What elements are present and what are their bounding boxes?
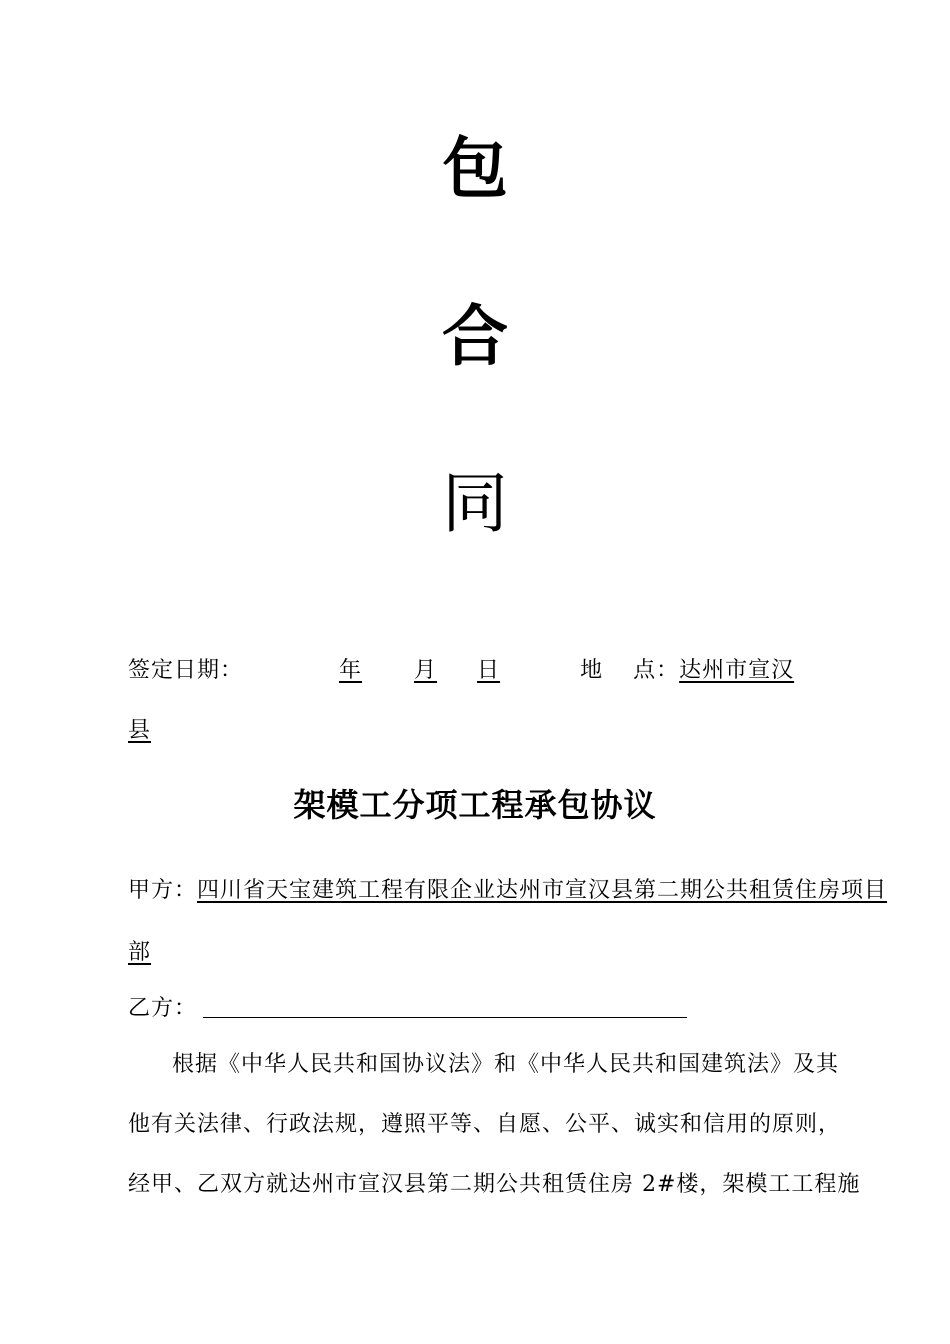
body-line-1: 根据《中华人民共和国协议法》和《中华人民共和国建筑法》及其 (172, 1052, 840, 1077)
party-b-blank (203, 995, 687, 1018)
day-label: 日 (477, 658, 501, 683)
party-b-label: 乙方： (128, 996, 198, 1021)
place-continuation-line (128, 716, 838, 746)
year-label: 年 (339, 658, 363, 683)
party-a-continuation (128, 938, 838, 968)
party-a-label: 甲方： (128, 878, 198, 903)
place-label-a: 地 (580, 658, 604, 683)
signing-date-field (243, 658, 500, 683)
month-label: 月 (414, 658, 438, 683)
body-line-2: 他有关法律、行政法规，遵照平等、自愿、公平、诚实和信用的原则， (128, 1112, 842, 1137)
party-a-value-1: 四川省天宝建筑工程有限企业达州市宣汉县第二期公共租赁住房项目 (197, 878, 888, 903)
place-value-1: 达州市宣汉 (679, 658, 795, 683)
body-line-3: 经甲、乙双方就达州市宣汉县第二期公共租赁住房 2#楼，架模工工程施 (128, 1172, 861, 1197)
party-a-value-2: 部 (128, 940, 152, 965)
agreement-title: 架模工分项工程承包协议 (293, 786, 657, 824)
signing-date-label: 签定日期： (128, 658, 244, 683)
signing-info-line (128, 656, 838, 686)
party-b-line (128, 994, 838, 1024)
cover-title-char-2: 合 (442, 297, 508, 375)
place-label-b: 点： (633, 658, 680, 683)
cover-title-char-1: 包 (442, 129, 508, 207)
cover-title-char-3: 同 (442, 465, 508, 542)
party-a-line (128, 876, 888, 906)
place-value-2: 县 (128, 718, 152, 743)
